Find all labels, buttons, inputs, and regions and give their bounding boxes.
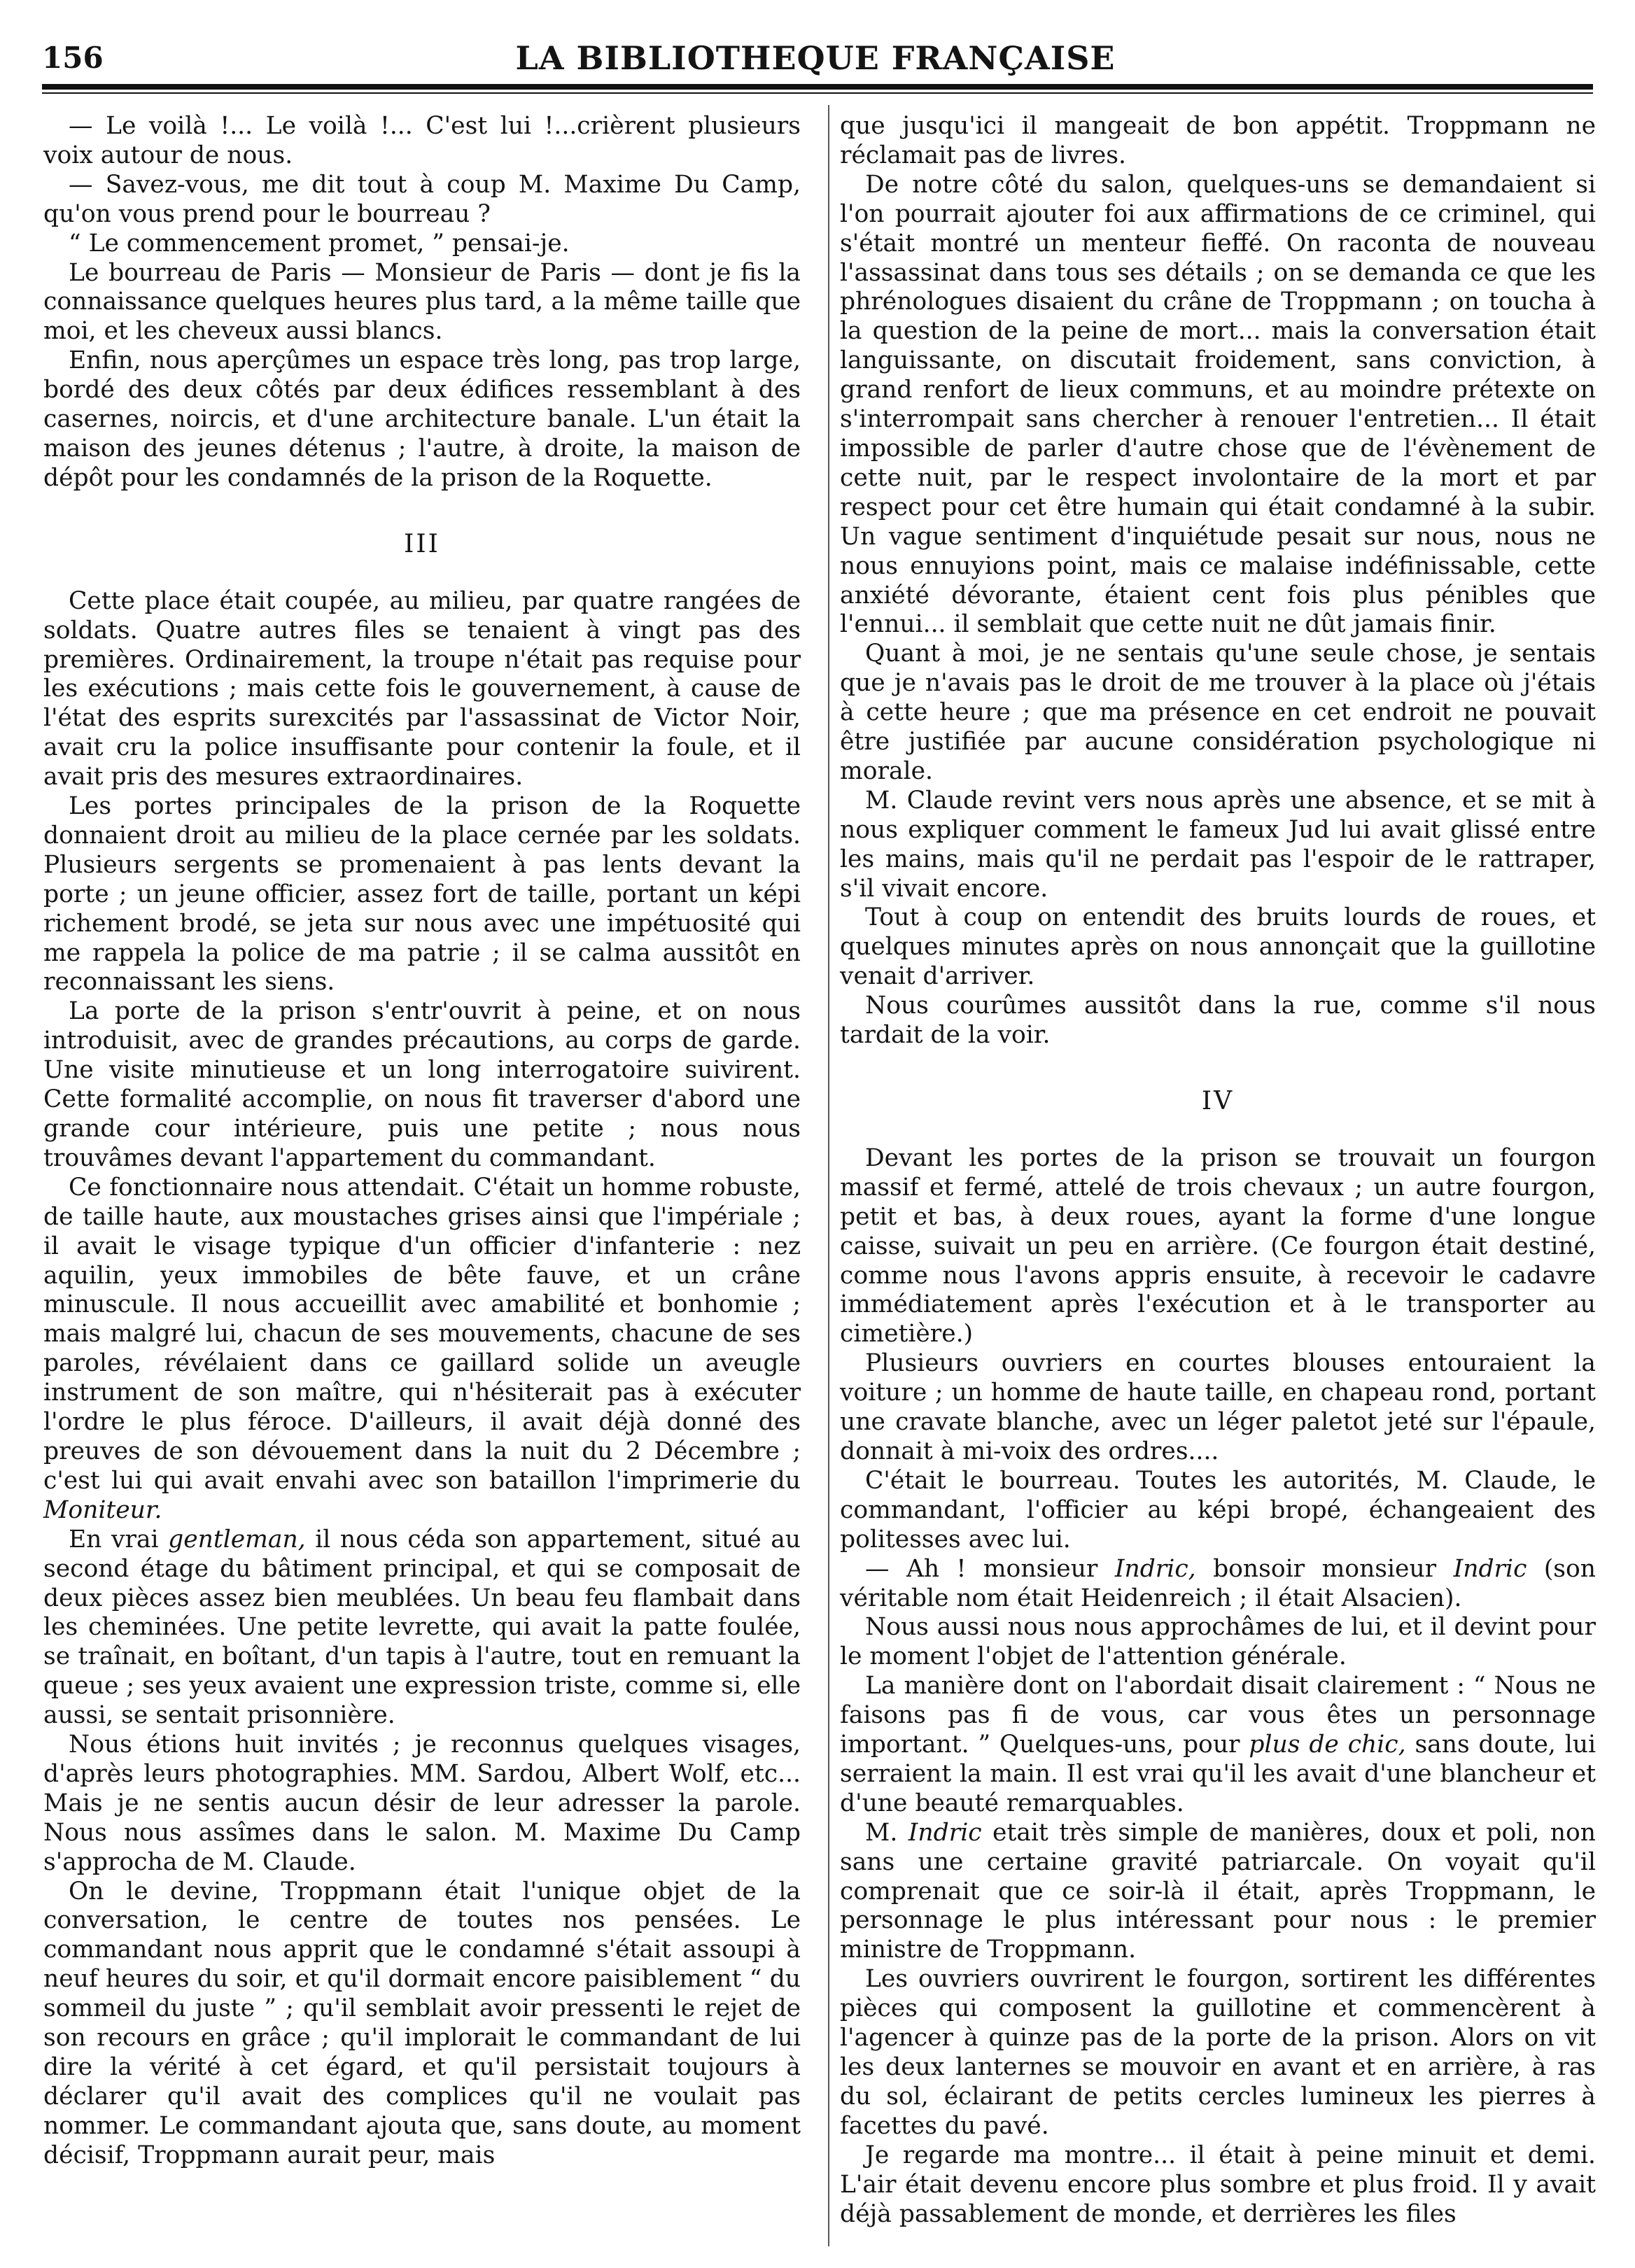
paragraph: C'était le bourreau. Toutes les autorités, M. Claude, le commandant, l'officier au képi bropé, échangeaient des politesses avec lui.: [840, 1466, 1596, 1554]
paragraph: “ Le commencement promet, ” pensai-je.: [69, 229, 570, 258]
italic-text: Indric,: [1114, 1554, 1196, 1583]
text-run: (son véritable nom était Heidenreich ; il était Alsacien).: [840, 1554, 1596, 1612]
text-run: En vrai: [69, 1525, 159, 1554]
text-run: il nous céda son appartement, situé au second étage du bâtiment principal, et qui se composait de deux pièces assez bien meublées. Un beau feu flambait dans les cheminées. Une petite levrette, qui avait la patte foulée, se traînait, en boîtant, d'un tapis à l'autre, tout en remuant la queue ; ses yeux avaient une expression triste, comme si, elle aussi, se sentait prisonnière.: [43, 1525, 801, 1730]
text-run: bonsoir monsieur: [1213, 1554, 1437, 1583]
paragraph: Quant à moi, je ne sentais qu'une seule chose, je sentais que je n'avais pas le droit de me trouver à la place où j'étais à cette heure ; que ma présence en cet endroit ne pouvait être justifiée par aucune considération psychologique ni morale.: [840, 640, 1596, 785]
paragraph: Les portes principales de la prison de la Roquette donnaient droit au milieu de la place cernée par les soldats. Plusieurs sergents se promenaient à pas lents devant la porte ; un jeune officier, assez fort de taille, portant un képi richement brodé, se jeta sur nous avec une impétuosité qui me rappela la police de ma patrie ; il se calma aussitôt en reconnaissant les siens.: [43, 792, 801, 996]
paragraph: Devant les portes de la prison se trouvait un fourgon massif et fermé, attelé de trois chevaux ; un autre fourgon, petit et bas, à deux roues, ayant la forme d'une longue caisse, suivait un peu en arrière. (Ce fourgon était destiné, comme nous l'avons appris ensuite, à recevoir le cadavre immédiatement après l'exécution et à le transporter au cimetière.): [840, 1143, 1596, 1348]
page-number: 156: [42, 41, 104, 75]
paragraph: [840, 1555, 1596, 1614]
italic-text: plus de chic,: [1249, 1731, 1406, 1759]
paragraph: — Savez-vous, me dit tout à coup M. Maxime Du Camp, qu'on vous prend pour le bourreau ?: [43, 170, 801, 228]
header-rule: [42, 84, 1593, 90]
paragraph: Les ouvriers ouvrirent le fourgon, sortirent les différentes pièces qui composent la guillotine et commencèrent à l'agencer à quinze pas de la porte de la prison. Alors on vit les deux lanternes se mouvoir en avant et en arrière, à ras du sol, éclairant de petits cercles lumineux les pierres à facettes du pavé.: [840, 1965, 1596, 2140]
text-run: La manière dont on l'abordait disait clairement : “ Nous ne faisons pas fi de vous, car vous êtes un personnage important. ” Quelques-uns, pour: [840, 1672, 1596, 1759]
paragraph: Nous étions huit invités ; je reconnus quelques visages, d'après leurs photographies. MM. Sardou, Albert Wolf, etc... Mais je ne sentis aucun désir de leur adresser la parole. Nous nous assîmes dans le salon. M. Maxime Du Camp s'approcha de M. Claude.: [43, 1731, 801, 1876]
paragraph: Cette place était coupée, au milieu, par quatre rangées de soldats. Quatre autres files se tenaient à vingt pas des premières. Ordinairement, la troupe n'était pas requise pour les exécutions ; mais cette fois le gouvernement, à cause de l'état des esprits surexcités par l'assassinat de Victor Noir, avait cru la police insuffisante pour contenir la foule, et il avait pris des mesures extraordinaires.: [43, 586, 801, 791]
paragraph: Je regarde ma montre... il était à peine minuit et demi. L'air était devenu encore plus sombre et plus froid. Il y avait déjà passablement de monde, et derrières les files: [840, 2141, 1596, 2228]
running-title: LA BIBLIOTHEQUE FRANÇAISE: [515, 39, 1116, 77]
paragraph: [43, 1526, 801, 1731]
paragraph: La porte de la prison s'entr'ouvrit à peine, et on nous introduisit, avec de grandes précautions, au corps de garde. Une visite minutieuse et un long interrogatoire suivirent. Cette formalité accomplie, on nous fit traverser d'abord une grande cour intérieure, puis une petite ; nous nous trouvâmes devant l'appartement du commandant.: [43, 997, 801, 1172]
left-column: [43, 112, 801, 2171]
italic-text: gentleman,: [168, 1525, 306, 1554]
right-column: [840, 112, 1596, 2229]
text-run: sans doute, lui serraient la main. Il est vrai qu'il les avait d'une blancheur et d'une beauté remarquables.: [840, 1731, 1596, 1817]
paragraph: On le devine, Troppmann était l'unique objet de la conversation, le centre de toutes nos pensées. Le commandant nous apprit que le condamné s'était assoupi à neuf heures du soir, et qu'il dormait encore paisiblement “ du sommeil du juste ” ; qu'il semblait avoir pressenti le rejet de son recours en grâce ; qu'il implorait le commandant de lui dire la vérité à cet égard, et qu'il persistait toujours à déclarer qu'il avait des complices qu'il ne voulait pas nommer. Le commandant ajouta que, sans doute, au moment décisif, Troppmann aurait peur, mais: [43, 1877, 801, 2169]
text-run: — Ah ! monsieur: [865, 1554, 1098, 1583]
italic-text: Indric: [1453, 1554, 1527, 1583]
paragraph: [840, 1672, 1596, 1819]
section-heading-iii: III: [404, 529, 440, 558]
italic-text: Moniteur.: [43, 1495, 162, 1524]
paragraph: Nous courûmes aussitôt dans la rue, comme s'il nous tardait de la voir.: [840, 992, 1596, 1050]
section-heading-iv: IV: [1201, 1087, 1235, 1115]
header-rule-thin: [42, 92, 1593, 94]
text-run: Ce fonctionnaire nous attendait. C'était un homme robuste, de taille haute, aux moustaches grises ainsi que l'impériale ; il avait le visage typique d'un officier d'infanterie : nez aquilin, yeux immobiles de bête fauve, et un crâne minuscule. Il nous accueillit avec amabilité et bonhomie ; mais malgré lui, chacun de ses mouvements, chacune de ses paroles, révélaient dans ce gaillard solide un aveugle instrument de son maître, qui n'hésiterait pas à exécuter l'ordre le plus féroce. D'ailleurs, il avait déjà donné des preuves de son dévouement dans la nuit du 2 Décembre ; c'est lui qui avait envahi avec son bataillon l'imprimerie du: [43, 1173, 801, 1495]
paragraph: De notre côté du salon, quelques-uns se demandaient si l'on pourrait ajouter foi aux affirmations de ce criminel, qui s'était montré un menteur fieffé. On raconta de nouveau l'assassinat dans tous ses détails ; on se demanda ce que les phrénologues disaient du crâne de Troppmann ; on toucha à la question de la peine de mort... mais la conversation était languissante, on discutait froidement, sans conviction, à grand renfort de lieux communs, et au moindre prétexte on s'interrompait sans chercher à renouer l'entretien... Il était impossible de parler d'autre chose que de l'évènement de cette nuit, par le respect involontaire de la mort et par respect pour cet être humain qui était condamné à la subir. Un vague sentiment d'inquiétude pesait sur nous, nous ne nous ennuyions point, mais ce malaise indéfinissable, cette anxiété dévorante, étaient cent fois plus pénibles que l'ennui... il semblait que cette nuit ne dût jamais finir.: [840, 170, 1596, 639]
paragraph: que jusqu'ici il mangeait de bon appétit. Troppmann ne réclamait pas de livres.: [840, 112, 1596, 169]
paragraph: [840, 1819, 1596, 1966]
paragraph: Nous aussi nous nous approchâmes de lui, et il devint pour le moment l'objet de l'attention générale.: [840, 1613, 1596, 1671]
column-divider: [828, 105, 829, 2246]
paragraph: M. Claude revint vers nous après une absence, et se mit à nous expliquer comment le fameux Jud lui avait glissé entre les mains, mais qu'il ne perdait pas l'espoir de le rattraper, s'il vivait encore.: [840, 786, 1596, 903]
paragraph: Le bourreau de Paris — Monsieur de Paris — dont je fis la connaissance quelques heures plus tard, a la même taille que moi, et les cheveux aussi blancs.: [43, 258, 801, 346]
paragraph: [43, 1174, 801, 1526]
paragraph: Tout à coup on entendit des bruits lourds de roues, et quelques minutes après on nous annonçait que la guillotine venait d'arriver.: [840, 903, 1596, 991]
paragraph: — Le voilà !... Le voilà !... C'est lui !...crièrent plusieurs voix autour de nous.: [43, 112, 801, 169]
paragraph: Plusieurs ouvriers en courtes blouses entouraient la voiture ; un homme de haute taille, en chapeau rond, portant une cravate blanche, avec un léger paletot jeté sur l'épaule, donnait à mi-voix des ordres....: [840, 1349, 1596, 1465]
page-header: [42, 36, 1589, 83]
italic-text: Indric: [908, 1818, 982, 1847]
text-run: M.: [865, 1818, 898, 1847]
paragraph: Enfin, nous aperçûmes un espace très long, pas trop large, bordé des deux côtés par deux édifices ressemblant à des casernes, noircis, et d'une architecture banale. L'un était la maison des jeunes détenus ; l'autre, à droite, la maison de dépôt pour les condamnés de la prison de la Roquette.: [43, 346, 801, 492]
text-run: etait très simple de manières, doux et poli, non sans une certaine gravité patriarcale. On voyait qu'il comprenait que ce soir-là il était, après Troppmann, le personnage le plus intéressant pour nous : le premier ministre de Troppmann.: [840, 1818, 1597, 1964]
